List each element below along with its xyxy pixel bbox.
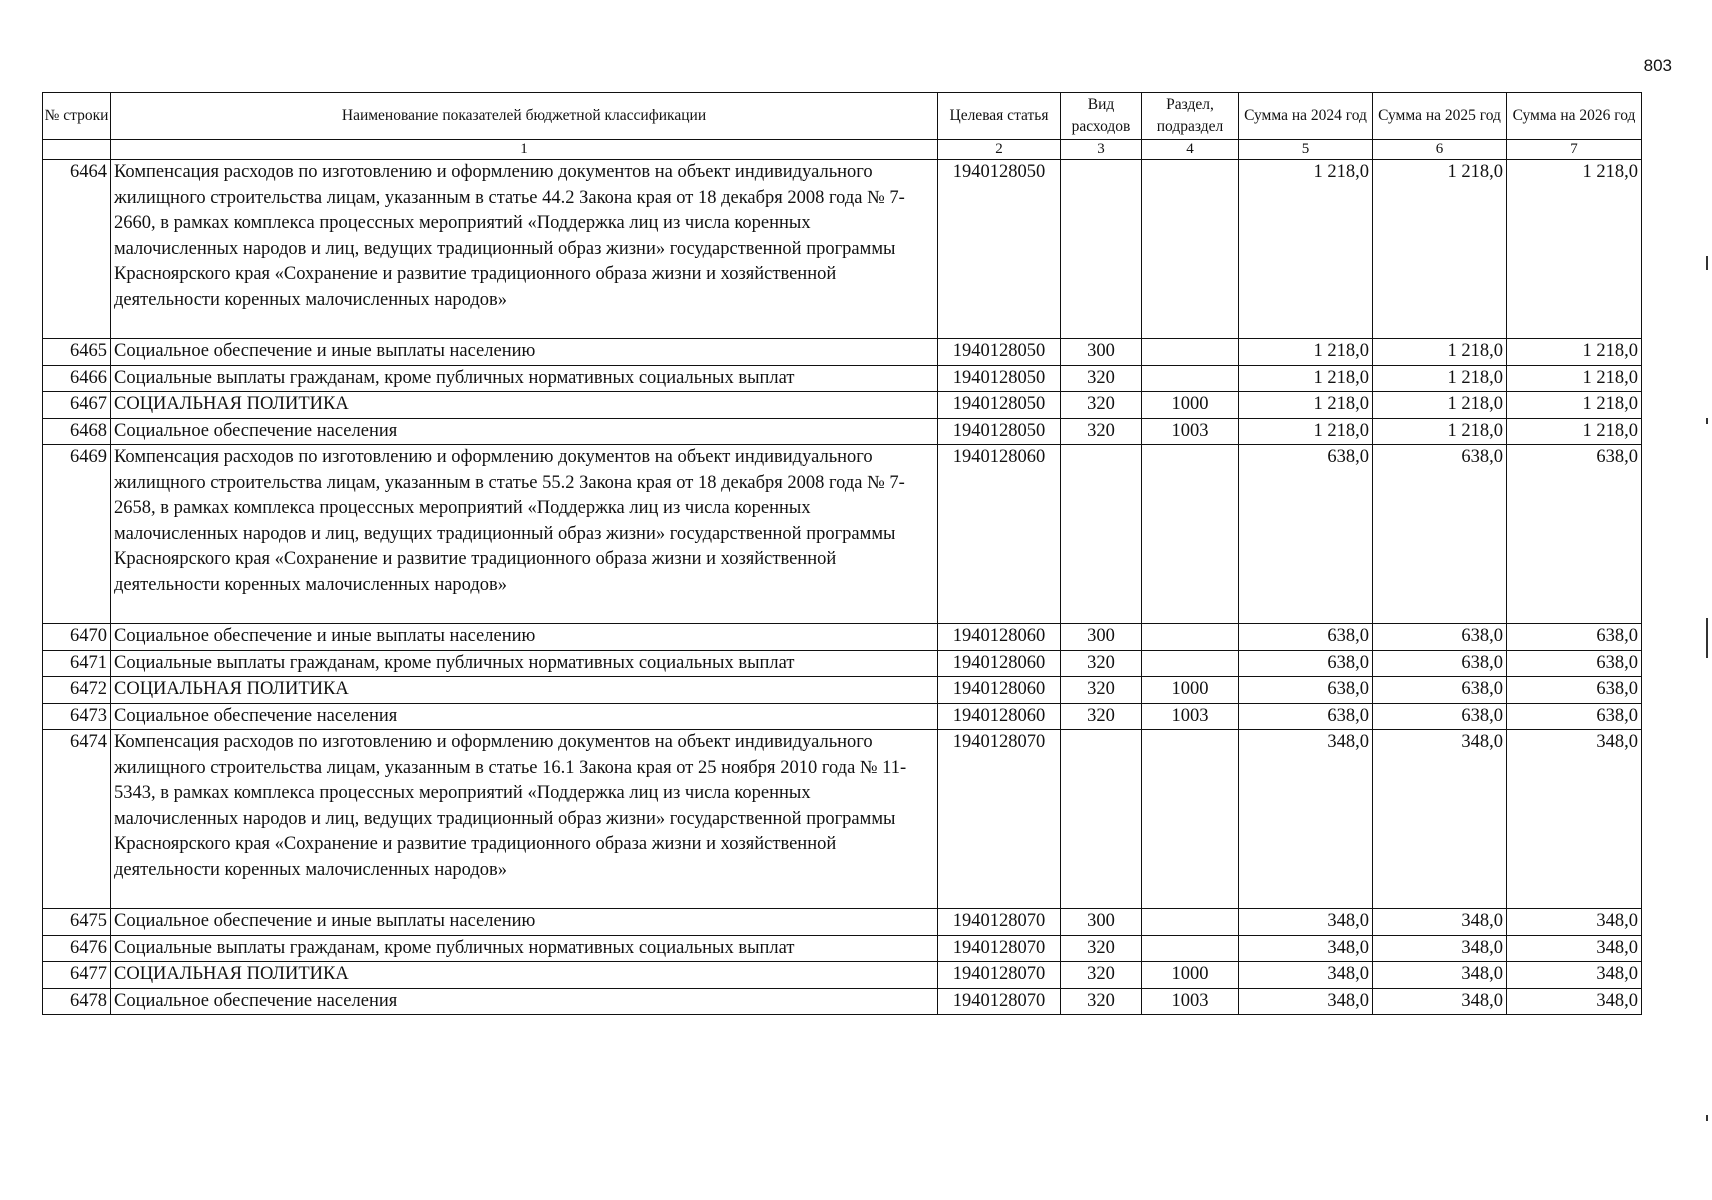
header-row-no: № строки [43, 93, 111, 140]
target-article-cell: 1940128050 [938, 160, 1061, 339]
row-number-cell: 6476 [43, 935, 111, 962]
section-cell [1142, 160, 1239, 339]
table-row [43, 392, 1642, 419]
column-number: 3 [1061, 140, 1142, 160]
table-row [43, 935, 1642, 962]
table-row [43, 988, 1642, 1015]
indicator-name-cell: СОЦИАЛЬНАЯ ПОЛИТИКА [111, 392, 938, 419]
header-sum-2025: Сумма на 2025 год [1373, 93, 1507, 140]
sum-2025-cell: 638,0 [1373, 624, 1507, 651]
table-row [43, 677, 1642, 704]
sum-2025-cell: 348,0 [1373, 962, 1507, 989]
row-number-cell: 6472 [43, 677, 111, 704]
sum-2026-cell: 348,0 [1507, 730, 1642, 909]
sum-2024-cell: 348,0 [1239, 935, 1373, 962]
sum-2025-cell: 1 218,0 [1373, 392, 1507, 419]
table-row [43, 160, 1642, 339]
table-row [43, 703, 1642, 730]
target-article-cell: 1940128070 [938, 988, 1061, 1015]
section-cell [1142, 935, 1239, 962]
indicator-name-cell: Социальное обеспечение и иные выплаты населению [111, 909, 938, 936]
sum-2026-cell: 1 218,0 [1507, 339, 1642, 366]
target-article-cell: 1940128060 [938, 703, 1061, 730]
target-article-cell: 1940128050 [938, 365, 1061, 392]
expense-kind-cell: 320 [1061, 677, 1142, 704]
expense-kind-cell: 320 [1061, 365, 1142, 392]
expense-kind-cell: 320 [1061, 935, 1142, 962]
row-number-cell: 6478 [43, 988, 111, 1015]
scan-edge-mark [1706, 1115, 1708, 1121]
indicator-name-cell: Социальное обеспечение и иные выплаты населению [111, 339, 938, 366]
target-article-cell: 1940128060 [938, 445, 1061, 624]
expense-kind-cell: 320 [1061, 962, 1142, 989]
header-section: Раздел, подраздел [1142, 93, 1239, 140]
expense-kind-cell [1061, 730, 1142, 909]
row-number-cell: 6470 [43, 624, 111, 651]
header-name: Наименование показателей бюджетной классификации [111, 93, 938, 140]
expense-kind-cell: 320 [1061, 392, 1142, 419]
row-number-cell: 6467 [43, 392, 111, 419]
indicator-name-cell: Социальное обеспечение населения [111, 988, 938, 1015]
sum-2024-cell: 348,0 [1239, 988, 1373, 1015]
row-number-cell: 6474 [43, 730, 111, 909]
expense-kind-cell: 300 [1061, 624, 1142, 651]
sum-2025-cell: 348,0 [1373, 909, 1507, 936]
column-number: 6 [1373, 140, 1507, 160]
sum-2026-cell: 638,0 [1507, 677, 1642, 704]
sum-2025-cell: 1 218,0 [1373, 365, 1507, 392]
sum-2025-cell: 638,0 [1373, 677, 1507, 704]
scan-edge-mark [1706, 418, 1708, 424]
section-cell [1142, 730, 1239, 909]
target-article-cell: 1940128070 [938, 935, 1061, 962]
column-number: 1 [111, 140, 938, 160]
target-article-cell: 1940128070 [938, 962, 1061, 989]
header-expense-kind: Вид расходов [1061, 93, 1142, 140]
target-article-cell: 1940128060 [938, 650, 1061, 677]
table-row [43, 909, 1642, 936]
row-number-cell: 6475 [43, 909, 111, 936]
section-cell [1142, 445, 1239, 624]
column-number: 4 [1142, 140, 1239, 160]
header-row [43, 93, 1642, 140]
section-cell [1142, 339, 1239, 366]
indicator-name-cell: Социальные выплаты гражданам, кроме публичных нормативных социальных выплат [111, 935, 938, 962]
scan-edge-mark [1706, 256, 1708, 270]
column-number: 5 [1239, 140, 1373, 160]
sum-2025-cell: 348,0 [1373, 988, 1507, 1015]
target-article-cell: 1940128060 [938, 677, 1061, 704]
indicator-name-cell: Социальные выплаты гражданам, кроме публичных нормативных социальных выплат [111, 650, 938, 677]
row-number-cell: 6473 [43, 703, 111, 730]
sum-2026-cell: 638,0 [1507, 445, 1642, 624]
sum-2024-cell: 1 218,0 [1239, 160, 1373, 339]
sum-2026-cell: 348,0 [1507, 935, 1642, 962]
section-cell [1142, 650, 1239, 677]
sum-2026-cell: 348,0 [1507, 909, 1642, 936]
row-number-cell: 6468 [43, 418, 111, 445]
indicator-name-cell: Социальное обеспечение населения [111, 418, 938, 445]
expense-kind-cell: 320 [1061, 988, 1142, 1015]
expense-kind-cell: 320 [1061, 418, 1142, 445]
target-article-cell: 1940128070 [938, 909, 1061, 936]
sum-2024-cell: 638,0 [1239, 650, 1373, 677]
sum-2025-cell: 1 218,0 [1373, 160, 1507, 339]
sum-2024-cell: 1 218,0 [1239, 339, 1373, 366]
sum-2025-cell: 348,0 [1373, 730, 1507, 909]
indicator-name-cell: Социальное обеспечение населения [111, 703, 938, 730]
section-cell: 1000 [1142, 392, 1239, 419]
section-cell [1142, 909, 1239, 936]
header-sum-2026: Сумма на 2026 год [1507, 93, 1642, 140]
table-row [43, 365, 1642, 392]
sum-2024-cell: 348,0 [1239, 730, 1373, 909]
sum-2024-cell: 1 218,0 [1239, 418, 1373, 445]
header-target-article: Целевая статья [938, 93, 1061, 140]
table-row [43, 418, 1642, 445]
sum-2025-cell: 638,0 [1373, 703, 1507, 730]
section-cell [1142, 624, 1239, 651]
section-cell [1142, 365, 1239, 392]
section-cell: 1003 [1142, 418, 1239, 445]
sum-2026-cell: 638,0 [1507, 703, 1642, 730]
column-number: 7 [1507, 140, 1642, 160]
sum-2025-cell: 638,0 [1373, 445, 1507, 624]
row-number-cell: 6466 [43, 365, 111, 392]
target-article-cell: 1940128070 [938, 730, 1061, 909]
expense-kind-cell: 300 [1061, 909, 1142, 936]
section-cell: 1000 [1142, 677, 1239, 704]
sum-2024-cell: 638,0 [1239, 677, 1373, 704]
indicator-name-cell: Компенсация расходов по изготовлению и оформлению документов на объект индивидуального жилищного строительства лицам, указанным в статье 55.2 Закона края от 18 декабря 2008 года № 7-2658, в рамках комплекса процессных мероприятий «Поддержка лиц из числа коренных малочисленных народов и лиц, ведущих традиционный образ жизни» государственной программы Красноярского края «Сохранение и развитие традиционного образа жизни и хозяйственной деятельности коренных малочисленных народов» [111, 445, 938, 624]
column-number: 2 [938, 140, 1061, 160]
sum-2025-cell: 1 218,0 [1373, 339, 1507, 366]
budget-table [42, 92, 1642, 1015]
sum-2026-cell: 1 218,0 [1507, 365, 1642, 392]
sum-2024-cell: 1 218,0 [1239, 365, 1373, 392]
sum-2026-cell: 348,0 [1507, 962, 1642, 989]
sum-2026-cell: 1 218,0 [1507, 160, 1642, 339]
sum-2024-cell: 1 218,0 [1239, 392, 1373, 419]
sum-2026-cell: 638,0 [1507, 650, 1642, 677]
row-number-cell: 6464 [43, 160, 111, 339]
table-row [43, 650, 1642, 677]
indicator-name-cell: СОЦИАЛЬНАЯ ПОЛИТИКА [111, 677, 938, 704]
indicator-name-cell: Социальные выплаты гражданам, кроме публичных нормативных социальных выплат [111, 365, 938, 392]
section-cell: 1000 [1142, 962, 1239, 989]
section-cell: 1003 [1142, 988, 1239, 1015]
target-article-cell: 1940128050 [938, 339, 1061, 366]
table-row [43, 624, 1642, 651]
sum-2024-cell: 638,0 [1239, 703, 1373, 730]
indicator-name-cell: Социальное обеспечение и иные выплаты населению [111, 624, 938, 651]
sum-2025-cell: 348,0 [1373, 935, 1507, 962]
expense-kind-cell [1061, 160, 1142, 339]
scan-edge-mark [1706, 618, 1708, 658]
target-article-cell: 1940128050 [938, 392, 1061, 419]
expense-kind-cell: 320 [1061, 703, 1142, 730]
page-number: 803 [1643, 56, 1672, 75]
indicator-name-cell: Компенсация расходов по изготовлению и оформлению документов на объект индивидуального жилищного строительства лицам, указанным в статье 44.2 Закона края от 18 декабря 2008 года № 7-2660, в рамках комплекса процессных мероприятий «Поддержка лиц из числа коренных малочисленных народов и лиц, ведущих традиционный образ жизни» государственной программы Красноярского края «Сохранение и развитие традиционного образа жизни и хозяйственной деятельности коренных малочисленных народов» [111, 160, 938, 339]
sum-2026-cell: 638,0 [1507, 624, 1642, 651]
table-row [43, 962, 1642, 989]
row-number-cell: 6477 [43, 962, 111, 989]
table-row [43, 445, 1642, 624]
header-sum-2024: Сумма на 2024 год [1239, 93, 1373, 140]
sum-2026-cell: 1 218,0 [1507, 392, 1642, 419]
expense-kind-cell [1061, 445, 1142, 624]
table-row [43, 730, 1642, 909]
row-number-cell: 6471 [43, 650, 111, 677]
column-number-row [43, 140, 1642, 160]
expense-kind-cell: 300 [1061, 339, 1142, 366]
sum-2025-cell: 1 218,0 [1373, 418, 1507, 445]
section-cell: 1003 [1142, 703, 1239, 730]
target-article-cell: 1940128050 [938, 418, 1061, 445]
sum-2024-cell: 348,0 [1239, 962, 1373, 989]
sum-2024-cell: 638,0 [1239, 624, 1373, 651]
target-article-cell: 1940128060 [938, 624, 1061, 651]
sum-2024-cell: 638,0 [1239, 445, 1373, 624]
sum-2026-cell: 1 218,0 [1507, 418, 1642, 445]
column-number [43, 140, 111, 160]
indicator-name-cell: СОЦИАЛЬНАЯ ПОЛИТИКА [111, 962, 938, 989]
sum-2026-cell: 348,0 [1507, 988, 1642, 1015]
sum-2025-cell: 638,0 [1373, 650, 1507, 677]
indicator-name-cell: Компенсация расходов по изготовлению и оформлению документов на объект индивидуального жилищного строительства лицам, указанным в статье 16.1 Закона края от 25 ноября 2010 года № 11-5343, в рамках комплекса процессных мероприятий «Поддержка лиц из числа коренных малочисленных народов и лиц, ведущих традиционный образ жизни» государственной программы Красноярского края «Сохранение и развитие традиционного образа жизни и хозяйственной деятельности коренных малочисленных народов» [111, 730, 938, 909]
sum-2024-cell: 348,0 [1239, 909, 1373, 936]
row-number-cell: 6469 [43, 445, 111, 624]
expense-kind-cell: 320 [1061, 650, 1142, 677]
table-row [43, 339, 1642, 366]
row-number-cell: 6465 [43, 339, 111, 366]
